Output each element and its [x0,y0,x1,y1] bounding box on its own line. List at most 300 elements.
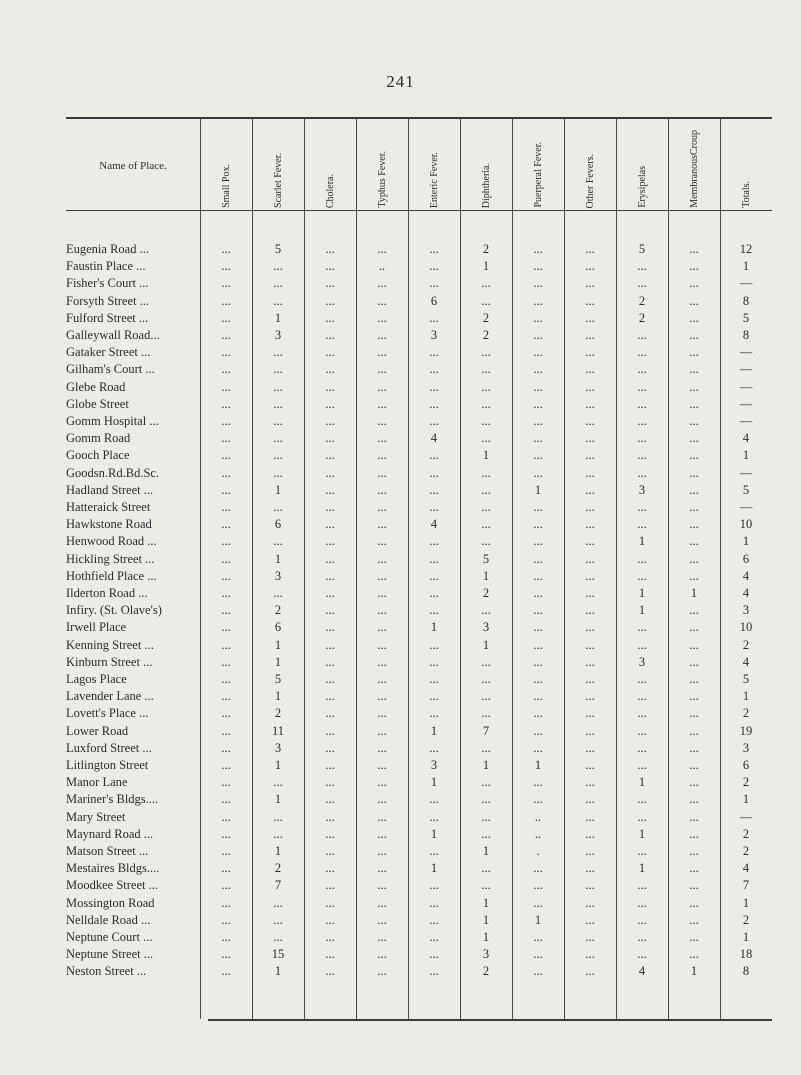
table-cell: 18 [739,947,753,962]
table-cell: ... [533,517,543,532]
table-cell: 5 [742,310,750,325]
table-cell: ... [221,620,231,635]
table-cell: ... [585,792,595,807]
table-cell: ... [221,482,231,497]
table-cell: ... [533,414,543,428]
table-cell: 1 [690,586,698,600]
column-header-label: Small Pox. [220,164,232,208]
table-cell: ... [325,809,335,824]
table-cell: ... [689,775,699,790]
table-cell: ... [325,465,335,480]
table-cell: 1 [430,620,438,635]
table-row [0,724,801,741]
table-cell: ... [585,895,595,910]
table-cell: 1 [482,912,490,927]
table-cell: ... [689,276,699,291]
table-cell: 1 [274,310,282,325]
table-cell: ... [325,861,335,876]
table-cell: 4 [430,517,438,532]
place-name: Gilham's Court ... [66,362,155,377]
table-cell: ... [585,775,595,790]
table-cell: — [739,379,753,394]
table-cell: 4 [430,431,438,446]
table-cell: ... [585,844,595,858]
table-row [0,775,801,792]
table-cell: ... [585,878,595,893]
table-cell: ... [637,379,647,394]
table-cell: ... [221,775,231,790]
table-cell: ... [533,637,543,652]
table-cell: ... [533,551,543,566]
table-cell: ... [221,792,231,807]
table-cell: ... [637,792,647,807]
place-name: Gomm Hospital ... [66,414,159,428]
table-cell: ... [221,500,231,514]
table-cell: ... [689,689,699,704]
table-cell: ... [637,878,647,893]
table-cell: ... [585,930,595,944]
table-cell: ... [377,792,387,807]
table-cell: ... [585,654,595,669]
table-cell: ... [689,345,699,360]
table-cell: ... [221,603,231,618]
table-cell: ... [585,723,595,738]
table-cell: ... [481,293,491,308]
table-cell: ... [325,500,335,514]
table-row [0,655,801,672]
table-cell: ... [481,792,491,807]
place-name: Hothfield Place ... [66,568,157,583]
table-cell: 1 [482,844,490,858]
table-cell: ... [585,964,595,979]
table-cell: ... [533,861,543,876]
table-cell: ... [429,912,439,927]
table-cell: ... [533,689,543,704]
table-cell: ... [325,448,335,463]
table-cell: ... [325,826,335,841]
table-row [0,483,801,500]
table-row [0,672,801,689]
table-cell: ... [273,826,283,841]
table-cell: ... [533,947,543,962]
table-cell: ... [377,568,387,583]
table-cell: ... [533,568,543,583]
table-header-rule [66,210,772,211]
place-name: Mariner's Bldgs.... [66,792,159,807]
table-cell: ... [377,844,387,858]
table-cell: ... [481,379,491,394]
table-cell: ... [273,276,283,291]
table-cell: — [739,809,753,824]
table-cell: ... [533,586,543,600]
table-cell: ... [689,448,699,463]
table-cell: ... [689,568,699,583]
place-name: Kinburn Street ... [66,654,153,669]
table-cell: ... [429,310,439,325]
table-cell: ... [637,276,647,291]
table-cell: ... [221,912,231,927]
table-cell: ... [585,534,595,549]
table-cell: ... [533,706,543,721]
table-cell: 2 [742,706,750,721]
table-cell: ... [429,672,439,686]
table-cell: ... [637,758,647,772]
table-cell: ... [221,947,231,962]
table-cell: ... [585,689,595,704]
table-cell: ... [429,964,439,979]
table-row [0,638,801,655]
table-cell: ... [325,895,335,910]
table-cell: ... [325,379,335,394]
table-cell: ... [481,654,491,669]
table-cell: 6 [274,620,282,635]
place-name: Lovett's Place ... [66,706,149,721]
place-name: Hickling Street ... [66,551,155,566]
table-cell: 2 [742,844,750,858]
table-cell: ... [637,930,647,944]
table-cell: 15 [271,947,285,962]
table-cell: ... [481,465,491,480]
table-row [0,500,801,517]
table-cell: ... [325,431,335,446]
table-cell: ... [221,586,231,600]
table-cell: .. [534,826,542,841]
table-cell: 5 [482,551,490,566]
table-cell: ... [221,930,231,944]
place-name: Neptune Street ... [66,947,154,962]
table-cell: ... [533,895,543,910]
table-cell: 5 [742,672,750,686]
table-cell: 2 [638,310,646,325]
table-cell: ... [221,861,231,876]
table-cell: ... [325,328,335,342]
table-cell: ... [533,603,543,618]
table-row [0,466,801,483]
table-cell: ... [689,396,699,411]
column-header-label: Enteric Fever. [428,151,440,208]
table-cell: ... [221,568,231,583]
table-cell: ... [481,689,491,704]
table-cell: 1 [430,775,438,790]
table-cell: ... [637,689,647,704]
table-cell: 1 [742,448,750,463]
table-cell: ... [273,259,283,274]
table-cell: ... [429,947,439,962]
table-cell: 1 [482,895,490,910]
table-cell: ... [377,482,387,497]
table-cell: ... [533,964,543,979]
table-cell: 1 [638,826,646,841]
table-cell: ... [221,242,231,256]
place-name: Fisher's Court ... [66,276,149,291]
place-name: Ilderton Road ... [66,586,148,600]
table-cell: ... [325,654,335,669]
table-cell: ... [429,809,439,824]
table-cell: ... [533,672,543,686]
table-cell: ... [273,586,283,600]
table-cell: ... [585,826,595,841]
table-row [0,362,801,379]
table-cell: ... [377,534,387,549]
table-cell: ... [689,293,699,308]
table-cell: ... [585,912,595,927]
table-cell: ... [377,930,387,944]
place-name: Lavender Lane ... [66,689,154,704]
table-cell: ... [325,276,335,291]
table-row [0,741,801,758]
table-row [0,517,801,534]
table-cell: ... [221,895,231,910]
table-cell: ... [325,414,335,428]
table-cell: 1 [482,930,490,944]
table-cell: ... [689,637,699,652]
table-cell: ... [585,809,595,824]
table-row [0,431,801,448]
place-name: Mary Street [66,809,126,824]
table-cell: 1 [742,930,750,944]
table-cell: ... [533,930,543,944]
table-cell: .. [534,809,542,824]
table-cell: ... [533,396,543,411]
table-cell: ... [429,706,439,721]
table-cell: ... [481,517,491,532]
table-cell: 1 [274,758,282,772]
table-cell: — [739,345,753,360]
table-cell: ... [325,689,335,704]
table-cell: ... [377,414,387,428]
table-cell: ... [689,328,699,342]
table-cell: ... [533,379,543,394]
table-cell: ... [221,654,231,669]
table-cell: ... [533,448,543,463]
table-cell: 7 [742,878,750,893]
table-cell: — [739,396,753,411]
table-cell: 3 [638,482,646,497]
table-cell: 10 [739,517,753,532]
table-cell: ... [325,775,335,790]
table-cell: ... [221,517,231,532]
table-cell: 4 [742,586,750,600]
table-cell: 8 [742,964,750,979]
place-name: Henwood Road ... [66,534,157,549]
table-cell: ... [377,500,387,514]
table-cell: ... [221,293,231,308]
table-cell: ... [221,259,231,274]
table-cell: 12 [739,242,753,256]
table-cell: ... [377,603,387,618]
table-cell: 2 [742,826,750,841]
table-cell: ... [533,362,543,377]
table-cell: 4 [742,861,750,876]
table-cell: ... [533,878,543,893]
place-name: Kenning Street ... [66,637,154,652]
table-cell: ... [429,654,439,669]
table-cell: ... [273,912,283,927]
table-cell: ... [221,379,231,394]
table-cell: 5 [274,242,282,256]
place-name: Galleywall Road... [66,328,160,342]
table-cell: ... [221,465,231,480]
table-cell: ... [533,345,543,360]
table-cell: 2 [482,242,490,256]
table-cell: ... [325,844,335,858]
table-cell: ... [221,362,231,377]
table-cell: ... [585,551,595,566]
table-cell: ... [377,379,387,394]
table-row [0,689,801,706]
table-cell: ... [689,809,699,824]
table-cell: ... [377,396,387,411]
place-name: Gooch Place [66,448,130,463]
place-name: Eugenia Road ... [66,242,149,256]
table-cell: ... [533,465,543,480]
table-cell: 5 [274,672,282,686]
table-cell: ... [585,706,595,721]
table-cell: ... [221,723,231,738]
table-cell: 1 [430,723,438,738]
table-cell: 1 [534,912,542,927]
table-cell: 1 [690,964,698,979]
place-name: Glebe Road [66,379,126,394]
table-cell: 1 [274,482,282,497]
table-cell: ... [377,706,387,721]
table-cell: ... [585,328,595,342]
table-cell: ... [273,345,283,360]
table-cell: ... [273,396,283,411]
table-cell: 8 [742,293,750,308]
table-row [0,380,801,397]
table-cell: ... [585,276,595,291]
table-cell: ... [221,534,231,549]
place-name: Matson Street ... [66,844,149,858]
table-cell: ... [637,328,647,342]
table-cell: ... [689,740,699,755]
table-cell: ... [689,310,699,325]
table-cell: 1 [482,259,490,274]
place-name: Maynard Road ... [66,826,154,841]
table-cell: ... [325,723,335,738]
table-cell: ... [533,534,543,549]
table-row [0,861,801,878]
table-cell: 2 [742,912,750,927]
table-cell: ... [585,242,595,256]
table-cell: ... [429,878,439,893]
table-row [0,552,801,569]
table-cell: — [739,500,753,514]
table-cell: ... [585,517,595,532]
table-cell: 2 [482,964,490,979]
table-cell: ... [325,792,335,807]
table-cell: ... [637,362,647,377]
table-cell: ... [585,362,595,377]
table-cell: 1 [482,637,490,652]
table-cell: ... [273,414,283,428]
table-cell: ... [689,259,699,274]
table-cell: ... [533,620,543,635]
table-row [0,242,801,259]
table-cell: ... [689,620,699,635]
table-cell: ... [429,414,439,428]
table-cell: 1 [274,654,282,669]
place-name: Neptune Court ... [66,930,153,944]
table-cell: ... [533,259,543,274]
table-cell: 6 [274,517,282,532]
table-cell: ... [533,328,543,342]
table-cell: ... [325,603,335,618]
table-cell: ... [377,345,387,360]
table-cell: 3 [430,328,438,342]
table-cell: 2 [482,586,490,600]
column-header [200,118,252,208]
column-header [512,118,564,208]
table-cell: 1 [638,534,646,549]
column-header-label: Diphtheria. [480,162,492,208]
table-cell: ... [637,517,647,532]
table-row [0,810,801,827]
place-name: Manor Lane [66,775,128,790]
place-name: Gataker Street ... [66,345,151,360]
table-cell: ... [689,947,699,962]
table-cell: ... [585,259,595,274]
table-cell: ... [689,431,699,446]
table-cell: ... [637,620,647,635]
table-cell: ... [481,809,491,824]
table-row [0,311,801,328]
table-cell: 5 [742,482,750,497]
table-cell: ... [377,826,387,841]
table-cell: ... [221,740,231,755]
table-row [0,586,801,603]
table-cell: ... [377,654,387,669]
table-cell: 3 [274,328,282,342]
table-cell: ... [377,276,387,291]
place-name: Globe Street [66,396,129,411]
table-cell: 3 [482,947,490,962]
table-cell: ... [377,895,387,910]
place-name: Neston Street ... [66,964,147,979]
table-cell: ... [377,672,387,686]
table-cell: ... [585,758,595,772]
name-of-place-header: Name of Place. [99,160,167,172]
table-cell: ... [585,603,595,618]
table-cell: ... [377,637,387,652]
table-cell: ... [429,242,439,256]
table-cell: ... [325,517,335,532]
table-cell: ... [377,878,387,893]
table-cell: ... [325,396,335,411]
table-cell: ... [221,672,231,686]
table-cell: ... [377,517,387,532]
table-cell: ... [325,706,335,721]
table-cell: ... [429,396,439,411]
table-cell: ... [377,861,387,876]
table-cell: ... [585,568,595,583]
table-cell: ... [689,465,699,480]
table-cell: ... [429,586,439,600]
table-row [0,758,801,775]
table-row [0,259,801,276]
table-cell: ... [221,310,231,325]
table-cell: 2 [638,293,646,308]
table-cell: ... [637,448,647,463]
column-header [460,118,512,208]
table-cell: ... [377,689,387,704]
table-cell: ... [273,534,283,549]
table-cell: ... [689,706,699,721]
table-cell: 1 [742,259,750,274]
place-name: Forsyth Street ... [66,293,149,308]
table-cell: ... [689,482,699,497]
